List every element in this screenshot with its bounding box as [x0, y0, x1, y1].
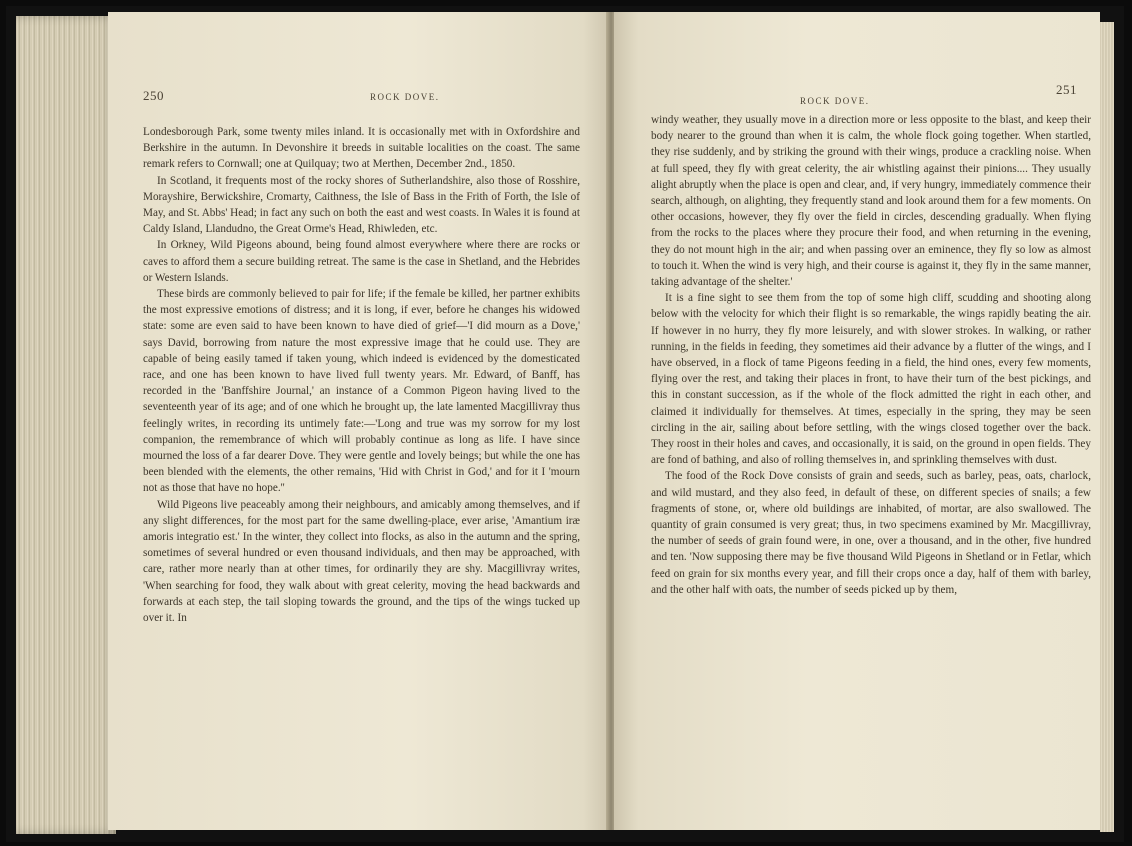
left-page-body [143, 124, 580, 626]
right-running-head: ROCK DOVE. [800, 96, 870, 106]
page-edges-right [1100, 22, 1114, 832]
paragraph: Wild Pigeons live peaceably among their neighbours, and amicably among themselves, and if any slight differences, for the most part for the same dwelling-place, ever arise, 'Amantium iræ amoris integratio est.' In the winter, they collect into flocks, as also in the autumn and the spring, sometimes of several hundred or even thousand individuals, and then may be approached, with care, rather more nearly than at other times, for ordinarily they are shy. Macgillivray writes, 'When searching for food, they walk about with great celerity, moving the head backwards and forwards at each step, the tail sloping towards the ground, and the tips of the wings tucked up over it. In [143, 498, 580, 625]
paragraph: The food of the Rock Dove consists of grain and seeds, such as barley, peas, oats, charlock, and wild mustard, and they also feed, in default of these, on different species of snails; a few fragments of stone, or, where old buildings are inhabited, of mortar, are also swallowed. The quantity of grain consumed is very great; thus, in two specimens examined by Mr. Macgillivray, the number of seeds of grain found were, in one, over a thousand, and in the other, five hundred and ten. 'Now supposing there may be five thousand Wild Pigeons in Shetland or in Fetlar, which feed on grain for six months every year, and fill their crops once a day, half of them with barley, and the other half with oats, the number of seeds picked up by them, [651, 470, 1091, 596]
paragraph: These birds are commonly believed to pair for life; if the female be killed, her partner exhibits the most expressive emotions of distress; and it is long, if ever, before he changes his widowed state: some are even said to have been known to have died of grief—'I did mourn as a Dove,' says David, borrowing from nature the most expressive image that he could use. They are capable of being easily tamed if taken young, which indeed is evidenced by the domesticated race, and one has been known to have lived full twenty years. Mr. Edward, of Banff, has recorded in the 'Banffshire Journal,' an instance of a Common Pigeon having lived to the seventeenth year of its age; and of one which he brought up, the late lamented Macgillivray thus feelingly writes, in recording its untimely fate:—'Long and true was my sorrow for my lost companion, the remembrance of which will probably continue as long as life. I have since mourned the loss of a far dearer Dove. They were gentle and lovely beings; but while the one has been blended with the elements, the other remains, 'Hid with Christ in God,' and for it I 'mourn not as those that have no hope.'' [143, 288, 580, 495]
paragraph: Londesborough Park, some twenty miles inland. It is occasionally met with in Oxfordshire and Berkshire in the autumn. In Devonshire it breeds in suitable localities on the coast. The same remark refers to Cornwall; one at Quilquay; two at Merthen, December 2nd., 1850. [143, 126, 580, 171]
right-page-number: 251 [1056, 82, 1077, 97]
left-running-head: ROCK DOVE. [370, 92, 440, 102]
page-edges-left [16, 16, 116, 834]
paragraph: In Orkney, Wild Pigeons abound, being found almost everywhere where there are rocks or caves to afford them a secure building retreat. The same is the case in Shetland, and the Hebrides or Western Islands. [143, 239, 580, 284]
left-page-number: 250 [143, 88, 164, 103]
paragraph: windy weather, they usually move in a direction more or less opposite to the blast, and keep their body nearer to the ground than when it is calm, the whole flock going together. When startled, they rise suddenly, and by striking the ground with their wings, produce a crackling noise. When at full speed, they fly with great celerity, the air whistling against their pinions.... They usually alight abruptly when the place is open and clear, and, if very hungry, immediately commence their search, although, on alighting, they frequently stand and look around them for a few moments. On other occasions, however, they fly over the field in circles, descending gradually. When flying from the rocks to the places where they procure their food, and when returning in the evening, they do not mount high in the air; and when passing over an eminence, they fly so low as almost to touch it. When the wind is very high, and their course is against it, they fly in the same manner, taking advantage of the shelter.' [651, 114, 1091, 289]
right-page-body [651, 112, 1091, 598]
paragraph: It is a fine sight to see them from the top of some high cliff, scudding and shooting along below with the velocity for which their flight is so remarkable, the wings rapidly beating the air. If however in no hurry, they fly more leisurely, and with slower strokes. In walking, or rather running, in the fields in feeding, they sometimes aid their advance by a flutter of the wings, and I have observed, in a flock of tame Pigeons feeding in a field, the hind ones, every few moments, flying over the rest, and taking their places in front, to have their turn of the best pickings, and this in constant succession, as if the whole of the flock admitted the right in each other, and claimed it individually for themselves. At times, especially in the spring, they may be seen circling in the air, sailing about before settling, with the wings closed together over the back. They roost in their holes and caves, and occasionally, it is said, on the ground in open fields. They are fond of bathing, and also of rolling themselves in, and sprinkling themselves with dust. [651, 292, 1091, 467]
paragraph: In Scotland, it frequents most of the rocky shores of Sutherlandshire, also those of Rosshire, Morayshire, Berwickshire, Cromarty, Caithness, the Isle of Bass in the Frith of Forth, the Isle of May, and St. Abbs' Head; in fact any such on both the east and west coasts. In Wales it is found at Caldy Island, Llandudno, the Great Orme's Head, Rhiwleden, etc. [143, 174, 580, 236]
